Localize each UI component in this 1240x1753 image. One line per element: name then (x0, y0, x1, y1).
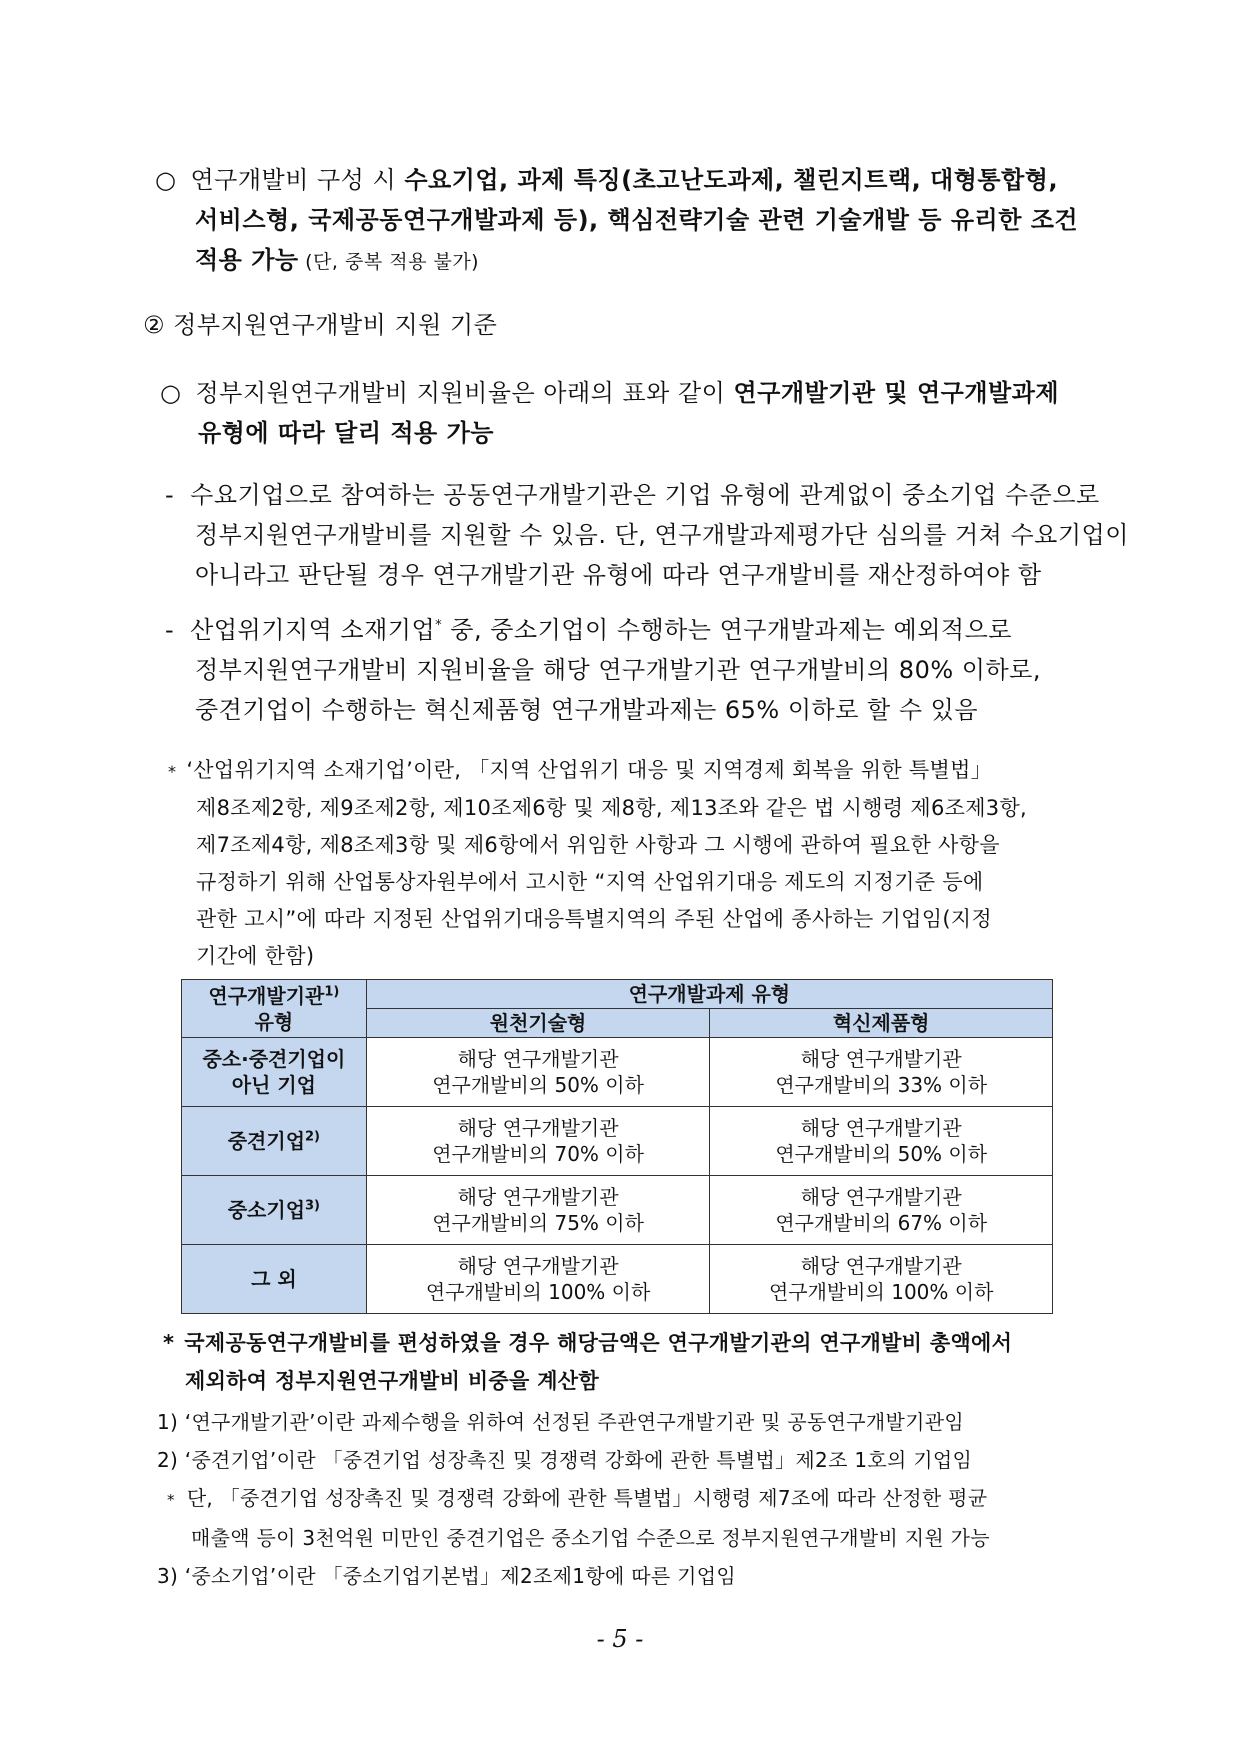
table-cell: 해당 연구개발기관 연구개발비의 70% 이하 (366, 1107, 710, 1176)
note-international-rd: * 국제공동연구개발비를 편성하였을 경우 해당금액은 연구개발기관의 연구개발비 총액에서 제외하여 정부지원연구개발비 비중을 계산함 (163, 1331, 1013, 1393)
table-cell: 해당 연구개발기관 연구개발비의 75% 이하 (366, 1176, 710, 1245)
text-bold: 연구개발기관 및 연구개발과제 (733, 379, 1060, 407)
section-heading (143, 305, 497, 345)
table-cell: 해당 연구개발기관 연구개발비의 50% 이하 (366, 1038, 710, 1107)
text: 연구개발비 구성 시 (190, 166, 405, 194)
text-small: (단, 중복 적용 불가) (298, 251, 480, 273)
paragraph-crisis-region: - 산업위기지역 소재기업* 중, 중소기업이 수행하는 연구개발과제는 예외적으로 정부지원연구개발비 지원비율을 해당 연구개발기관 연구개발비의 80% 이하로, 중견기업이 수행하는 혁신제품형 연구개발과제는 65% 이하로 할 수 있음 (165, 616, 1041, 724)
row-label: 중소기업$^{3)}$ (182, 1176, 367, 1245)
paragraph-demand-company: - 수요기업으로 참여하는 공동연구개발기관은 기업 유형에 관계없이 중소기업 수준으로 정부지원연구개발비를 지원할 수 있음. 단, 연구개발과제평가단 심의를 거쳐 수요기업이 아니라고 판단될 경우 연구개발기관 유형에 따라 연구개발비를 재산정하여야 함 (165, 481, 1129, 589)
text: 정부지원연구개발비 지원비율은 아래의 표와 같이 (195, 379, 734, 407)
footnotes: 1) ‘연구개발기관’이란 과제수행을 위하여 선정된 주관연구개발기관 및 공동연구개발기관임 2) ‘중견기업’이란 「중견기업 성장촉진 및 경쟁력 강화에 관한 특별법」제2조 1호의 기업임 * 단, 「중견기업 성장촉진 및 경쟁력 강화에 관한 특별법」시행령 제7조에 따라 산정한 평균 매출액 등이 3천억원 미만인 중견기업은 중소기업 수준으로 정부지원연구개발비 지원 가능 3) ‘중소기업’이란 「중소기업기본법」제2조제1항에 따른 기업임 (157, 1403, 990, 1595)
text-bold: 적용 가능 (195, 246, 299, 274)
text-bold: 유형에 따라 달리 적용 가능 (198, 419, 494, 447)
paragraph-rd-cost-composition (155, 160, 1078, 282)
table-group-header: 연구개발과제 유형 (366, 980, 1052, 1009)
table-cell: 해당 연구개발기관 연구개발비의 100% 이하 (710, 1245, 1053, 1314)
dash-bullet: - (165, 481, 175, 509)
table-cell: 해당 연구개발기관 연구개발비의 100% 이하 (366, 1245, 710, 1314)
dash-bullet: - (165, 616, 175, 644)
footnote-3: 3) ‘중소기업’이란 「중소기업기본법」제2조제1항에 따른 기업임 (157, 1564, 736, 1588)
table-column-header: 원천기술형 (366, 1009, 710, 1038)
note-crisis-region-definition: * ‘산업위기지역 소재기업’이란, 「지역 산업위기 대응 및 지역경제 회복을 위한 특별법」 제8조제2항, 제9조제2항, 제10조제6항 및 제8항, 제13조와 같은 법 시행령 제6조제3항, 제7조제4항, 제8조제3항 및 제6항에서 위임한 사항과 그 시행에 관하여 필요한 사항을 규정하기 위해 산업통상자원부에서 고시한 “지역 산업위기대응 제도의 지정기준 등에 관한 고시”에 따라 지정된 산업위기대응특별지역의 주된 산업에 종사하는 기업임(지정 기간에 한함) (168, 758, 1028, 968)
footnote-2: 2) ‘중견기업’이란 「중견기업 성장촉진 및 경쟁력 강화에 관한 특별법」제2조 1호의 기업임 (157, 1448, 973, 1472)
footnote-1: 1) ‘연구개발기관’이란 과제수행을 위하여 선정된 주관연구개발기관 및 공동연구개발기관임 (157, 1410, 964, 1434)
table-cell: 해당 연구개발기관 연구개발비의 50% 이하 (710, 1107, 1053, 1176)
table-row (182, 1107, 1053, 1176)
asterisk-mark: * (167, 1491, 175, 1509)
circle-bullet: ○ (160, 379, 182, 407)
table-column-header: 혁신제품형 (710, 1009, 1053, 1038)
table-cell: 해당 연구개발기관 연구개발비의 33% 이하 (710, 1038, 1053, 1107)
support-ratio-table (181, 979, 1053, 1314)
asterisk-mark: * (168, 762, 177, 781)
text-bold: 서비스형, 국제공동연구개발과제 등), 핵심전략기술 관련 기술개발 등 유리한 조건 (195, 206, 1079, 234)
asterisk-mark: * (435, 618, 443, 633)
table-row (182, 1038, 1053, 1107)
table-corner-header: 연구개발기관$^{1)}$ 유형 (182, 980, 367, 1038)
section-number: ② (143, 311, 166, 339)
row-label: 중견기업$^{2)}$ (182, 1107, 367, 1176)
paragraph-support-ratio (160, 373, 1059, 453)
text-bold: 수요기업, 과제 특징(초고난도과제, 챌린지트랙, 대형통합형, (404, 166, 1059, 194)
table-cell: 해당 연구개발기관 연구개발비의 67% 이하 (710, 1176, 1053, 1245)
row-label: 그 외 (182, 1245, 367, 1314)
table-row (182, 1245, 1053, 1314)
row-label: 중소·중견기업이 아닌 기업 (182, 1038, 367, 1107)
asterisk-mark: * (163, 1331, 175, 1355)
section-title: 정부지원연구개발비 지원 기준 (173, 311, 498, 339)
table-row (182, 1176, 1053, 1245)
page-number: - 5 - (596, 1625, 644, 1653)
circle-bullet: ○ (155, 166, 177, 194)
